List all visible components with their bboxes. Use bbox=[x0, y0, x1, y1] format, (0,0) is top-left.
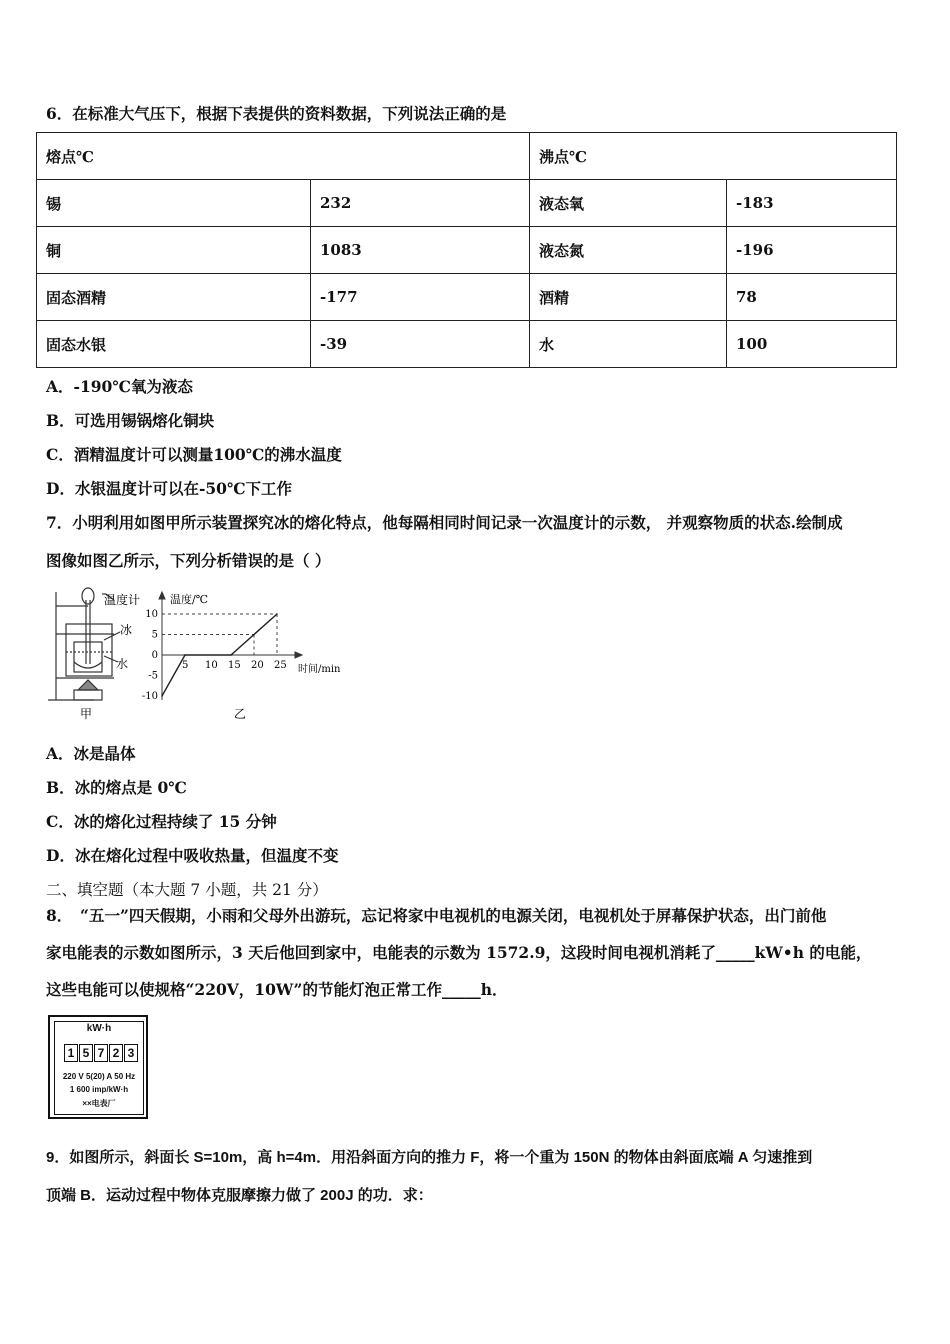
x-tick-label: 25 bbox=[274, 660, 287, 671]
water-label: 水 bbox=[116, 657, 129, 671]
table-cell: 78 bbox=[727, 274, 897, 321]
apparatus-caption: 甲 bbox=[80, 707, 93, 721]
table-cell: 232 bbox=[311, 180, 530, 227]
table-cell: 铜 bbox=[37, 227, 311, 274]
table-cell: -39 bbox=[311, 321, 530, 368]
meter-digits bbox=[64, 1044, 139, 1062]
table-row bbox=[37, 180, 897, 227]
table-row bbox=[37, 274, 897, 321]
y-tick-label: 0 bbox=[151, 650, 158, 661]
q9-line2: 顶端 B．运动过程中物体克服摩擦力做了 200J 的功．求： bbox=[46, 1187, 433, 1204]
ice bbox=[74, 662, 102, 668]
thermometer-label: 温度计 bbox=[104, 593, 141, 607]
y-tick-label: 5 bbox=[151, 629, 158, 641]
table-cell: 水 bbox=[530, 321, 727, 368]
data-point bbox=[161, 695, 163, 697]
q6-option-b: B．可选用锡锅熔化铜块 bbox=[46, 411, 215, 430]
ice-label: 冰 bbox=[120, 623, 133, 637]
data-point bbox=[276, 613, 278, 615]
data-point bbox=[230, 654, 232, 656]
table-row bbox=[37, 227, 897, 274]
q7-stem-line2: 图像如图乙所示，下列分析错误的是（ ） bbox=[46, 551, 331, 570]
q8-line1: 8． “五一”四天假期，小雨和父母外出游玩，忘记将家中电视机的电源关闭，电视机处于屏幕保护状态，出门前他 bbox=[46, 906, 827, 925]
q7-stem-line1: 7．小明利用如图甲所示装置探究冰的熔化特点，他每隔相同时间记录一次温度计的示数， 并观察物质的状态.绘制成 bbox=[46, 513, 843, 532]
meter-digit: 1 bbox=[64, 1044, 78, 1062]
table-cell: 1083 bbox=[311, 227, 530, 274]
graph-caption: 乙 bbox=[234, 707, 247, 721]
q6-option-a: A．-190℃氧为液态 bbox=[46, 377, 193, 396]
temperature-time-graph bbox=[140, 588, 355, 723]
x-tick-label: 5 bbox=[182, 660, 189, 671]
table-cell: 液态氮 bbox=[530, 227, 727, 274]
q6-option-c: C．酒精温度计可以测量100℃的沸水温度 bbox=[46, 445, 342, 464]
energy-meter bbox=[48, 1015, 148, 1119]
table-cell: 酒精 bbox=[530, 274, 727, 321]
q7-option-b: B．冰的熔点是 0℃ bbox=[46, 778, 187, 797]
header-melting: 熔点℃ bbox=[37, 133, 530, 180]
y-tick-label: 10 bbox=[145, 609, 158, 620]
y-axis-arrow bbox=[159, 592, 165, 599]
y-tick-label: -10 bbox=[141, 691, 158, 702]
meter-digit: 7 bbox=[94, 1044, 108, 1062]
q7-option-c: C．冰的熔化过程持续了 15 分钟 bbox=[46, 812, 277, 831]
meter-spec-rating: 220 V 5(20) A 50 Hz bbox=[62, 1072, 136, 1081]
x-tick-label: 15 bbox=[228, 660, 241, 671]
table-cell: -183 bbox=[727, 180, 897, 227]
q8-line2: 家电能表的示数如图所示，3 天后他回到家中，电能表的示数为 1572.9，这段时间电视机消耗了_____kW•h 的电能， bbox=[46, 943, 872, 962]
x-tick-label: 20 bbox=[251, 660, 264, 671]
q6-stem: 6．在标准大气压下，根据下表提供的资料数据，下列说法正确的是 bbox=[46, 104, 507, 123]
header-boiling: 沸点℃ bbox=[530, 133, 897, 180]
q8-line3: 这些电能可以使规格“220V，10W”的节能灯泡正常工作_____h． bbox=[46, 980, 508, 999]
q9-line1: 9．如图所示，斜面长 S=10m，高 h=4m．用沿斜面方向的推力 F，将一个重为 150N 的物体由斜面底端 A 匀速推到 bbox=[46, 1149, 813, 1166]
meter-digit: 5 bbox=[79, 1044, 93, 1062]
data-point bbox=[184, 654, 186, 656]
meter-spec-constant: 1 600 imp/kW·h bbox=[69, 1085, 129, 1094]
meter-digit: 2 bbox=[109, 1044, 123, 1062]
q6-option-d: D．水银温度计可以在-50℃下工作 bbox=[46, 479, 293, 498]
q7-option-d: D．冰在熔化过程中吸收热量，但温度不变 bbox=[46, 846, 339, 865]
table-cell: 固态水银 bbox=[37, 321, 311, 368]
energy-meter-face bbox=[54, 1021, 144, 1115]
table-cell: 锡 bbox=[37, 180, 311, 227]
meter-digit-decimal: 3 bbox=[124, 1044, 138, 1062]
burner-flame bbox=[78, 680, 98, 690]
y-tick-label: -5 bbox=[148, 670, 158, 682]
y-axis-label: 温度/℃ bbox=[170, 593, 209, 606]
table-cell: 100 bbox=[727, 321, 897, 368]
meter-unit: kW·h bbox=[86, 1023, 112, 1034]
apparatus-figure bbox=[44, 582, 154, 722]
section2-heading: 二、填空题（本大题 7 小题，共 21 分） bbox=[46, 881, 328, 899]
table-cell: -177 bbox=[311, 274, 530, 321]
x-axis-label: 时间/min bbox=[298, 664, 341, 675]
table-cell: 液态氧 bbox=[530, 180, 727, 227]
thermometer-bulb-top bbox=[82, 588, 94, 604]
x-axis-arrow bbox=[295, 652, 302, 658]
burner bbox=[74, 690, 102, 700]
table-cell: 固态酒精 bbox=[37, 274, 311, 321]
table-header-row bbox=[37, 133, 897, 180]
melting-boiling-table bbox=[36, 132, 897, 368]
q7-option-a: A．冰是晶体 bbox=[46, 744, 136, 763]
table-cell: -196 bbox=[727, 227, 897, 274]
meter-maker: ××电表厂 bbox=[82, 1099, 116, 1108]
table-row bbox=[37, 321, 897, 368]
x-tick-label: 10 bbox=[205, 660, 218, 671]
